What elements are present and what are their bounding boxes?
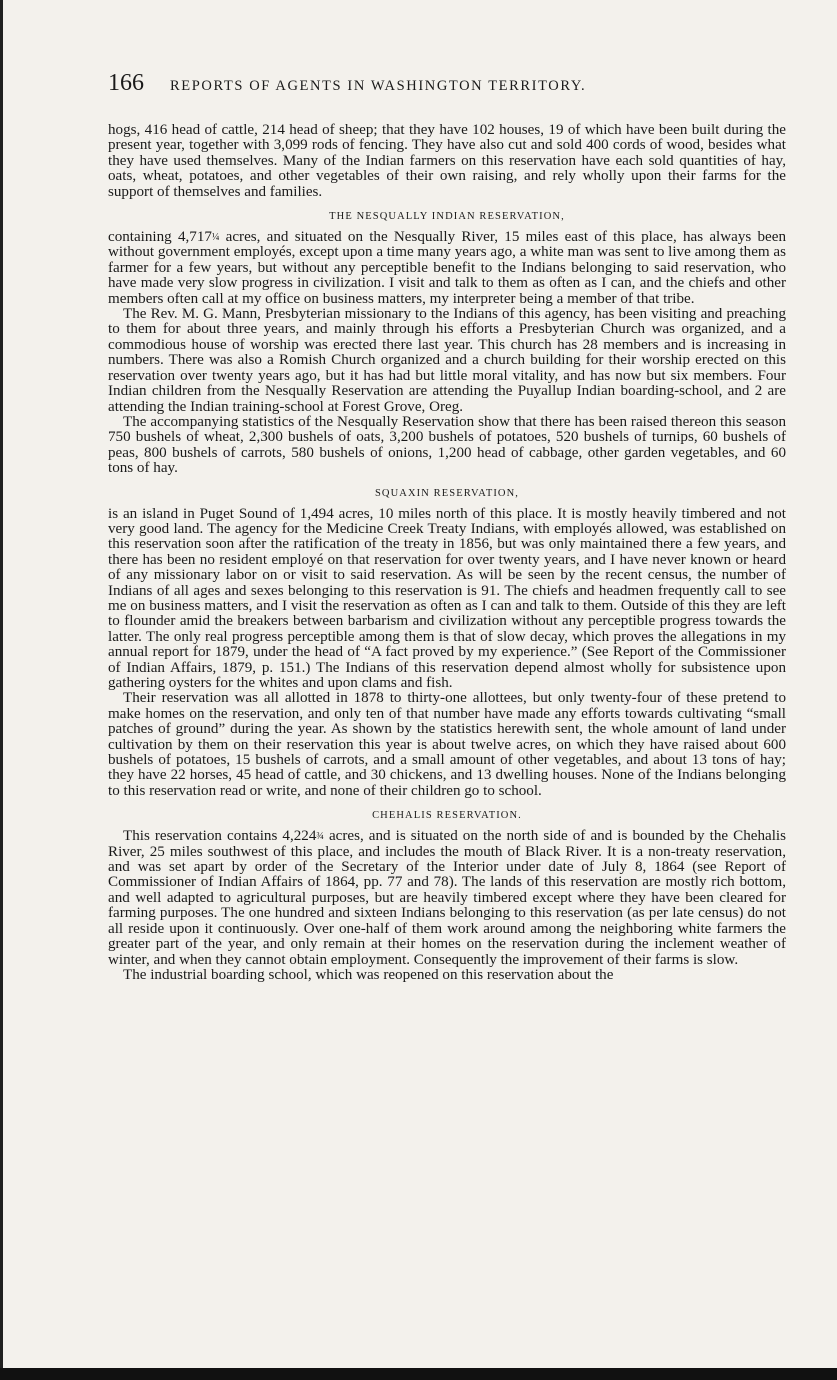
- section-heading-chehalis: CHEHALIS RESERVATION.: [372, 810, 522, 822]
- page-bottom-edge: [0, 1368, 837, 1380]
- section-heading-squaxin: SQUAXIN RESERVATION,: [374, 487, 520, 499]
- chehalis-text-b: acres, and is situated on the north side of and is bounded by the Chehalis River, 25 miles southwest of this place, and includes the mouth of Black River. It is a non-treaty reservation, and was set apart by order of the Secretary of the Interior under date of July 8, 1864 (see Report of Commissioner of Indian Affairs of 1864, pp. 77 and 78). The lands of this reservation are mostly rich bottom, and well adapted to agricultural purposes, but are heavily timbered except where they have been cleared for farming purposes. The one hundred and sixteen Indians belonging to this reservation (as per late census) do not all reside upon it continuously. Over one-half of them work around among the neighboring white farmers the greater part of the year, and only remain at their homes on the reservation during the inclement weather of winter, and when they cannot obtain employment. Consequently the improvement of their farms is slow.: [108, 828, 786, 968]
- page-header: [108, 70, 786, 97]
- page-edge: [0, 0, 3, 1380]
- paragraph-continued: hogs, 416 head of cattle, 214 head of sheep; that they have 102 houses, 19 of which have been built during the present year, together with 3,099 rods of fencing. They have also cut and sold 400 cords of wood, besides what they have used themselves. Many of the Indian farmers on this reservation have each sold quantities of hay, oats, wheat, potatoes, and other vegetables of their own raising, and rely wholly upon their farms for the support of themselves and families.: [108, 122, 786, 200]
- document-page: [108, 70, 786, 983]
- chehalis-fraction: ¾: [316, 831, 324, 843]
- section-heading-nesqually: THE NESQUALLY INDIAN RESERVATION,: [329, 211, 565, 223]
- page-number: 166: [108, 70, 144, 96]
- nesqually-text-b: acres, and situated on the Nesqually River, 15 miles east of this place, has always been without government employés, except upon a time many years ago, a white man was sent to live among them as farmer for a few years, but without any perceptible benefit to the Indians belonging to said reservation, who have made very slow progress in civilization. I visit and talk to them as often as I can, and the chiefs and other members often call at my office on business matters, my interpreter being a member of that tribe.: [108, 229, 786, 307]
- nesqually-text-a: containing 4,717: [108, 229, 212, 246]
- chehalis-paragraph-2: The industrial boarding school, which was reopened on this reservation about the: [123, 966, 614, 983]
- nesqually-fraction: ¼: [211, 232, 220, 244]
- squaxin-paragraph-2: Their reservation was all allotted in 1878 to thirty-one allottees, but only twenty-four of these pretend to make homes on the reservation, and only ten of that number have made any efforts towards cultivating “small patches of ground” during the year. As shown by the statistics herewith sent, the whole amount of land under cultivation by them on their reservation this year is about twelve acres, on which they have raised about 600 bushels of potatoes, 15 bushels of carrots, and a small amount of other vegetables, and about 13 tons of hay; they have 22 horses, 45 head of cattle, and 30 chickens, and 13 dwelling houses. None of the Indians belonging to this reservation read or write, and none of their children go to school.: [108, 690, 786, 799]
- chehalis-text-a: This reservation contains 4,224: [123, 828, 317, 845]
- running-title: REPORTS OF AGENTS IN WASHINGTON TERRITORY.: [170, 78, 587, 94]
- nesqually-paragraph-3: The accompanying statistics of the Nesqually Reservation show that there has been raised thereon this season 750 bushels of wheat, 2,300 bushels of oats, 3,200 bushels of potatoes, 520 bushels of turnips, 60 bushels of peas, 800 bushels of carrots, 580 bushels of onions, 1,200 head of cabbage, other garden vegetables, and 60 tons of hay.: [108, 413, 786, 477]
- chehalis-paragraph-1: [108, 829, 786, 968]
- squaxin-paragraph-1: is an island in Puget Sound of 1,494 acres, 10 miles north of this place. It is mostly heavily timbered and not very good land. The agency for the Medicine Creek Treaty Indians, with employés allowed, was established on this reservation soon after the ratification of the treaty in 1856, but was only maintained there a few years, and there has been no resident employé on that reservation for over twenty years, and I have never known or heard of any missionary labor on or visit to said reservation. As will be seen by the recent census, the number of Indians of all ages and sexes belonging to this reservation is 91. The chiefs and headmen frequently call to see me on business matters, and I visit the reservation as often as I can and talk to them. Outside of this they are left to flounder amid the breakers between barbarism and civilization without any perceptible progress towards the latter. The only real progress perceptible among them is that of slow decay, which proves the allegations in my annual report for 1879, under the head of “A fact proved by my experience.” (See Report of the Commissioner of Indian Affairs, 1879, p. 151.) The Indians of this reservation depend almost wholly for subsistence upon gathering oysters for the whites and upon clams and fish.: [108, 505, 786, 691]
- nesqually-paragraph-2: The Rev. M. G. Mann, Presbyterian missionary to the Indians of this agency, has been visiting and preaching to them for about three years, and mainly through his efforts a Presbyterian Church was organized, and a commodious house of worship was erected there last year. This church has 28 members and is increasing in numbers. There was also a Romish Church organized and a church building for their worship erected on this reservation over twenty years ago, but it has had but little moral vitality, and has now but six members. Four Indian children from the Nesqually Reservation are attending the Puyallup Indian boarding-school, and 2 are attending the Indian training-school at Forest Grove, Oreg.: [108, 306, 786, 415]
- nesqually-paragraph-1: [108, 230, 786, 307]
